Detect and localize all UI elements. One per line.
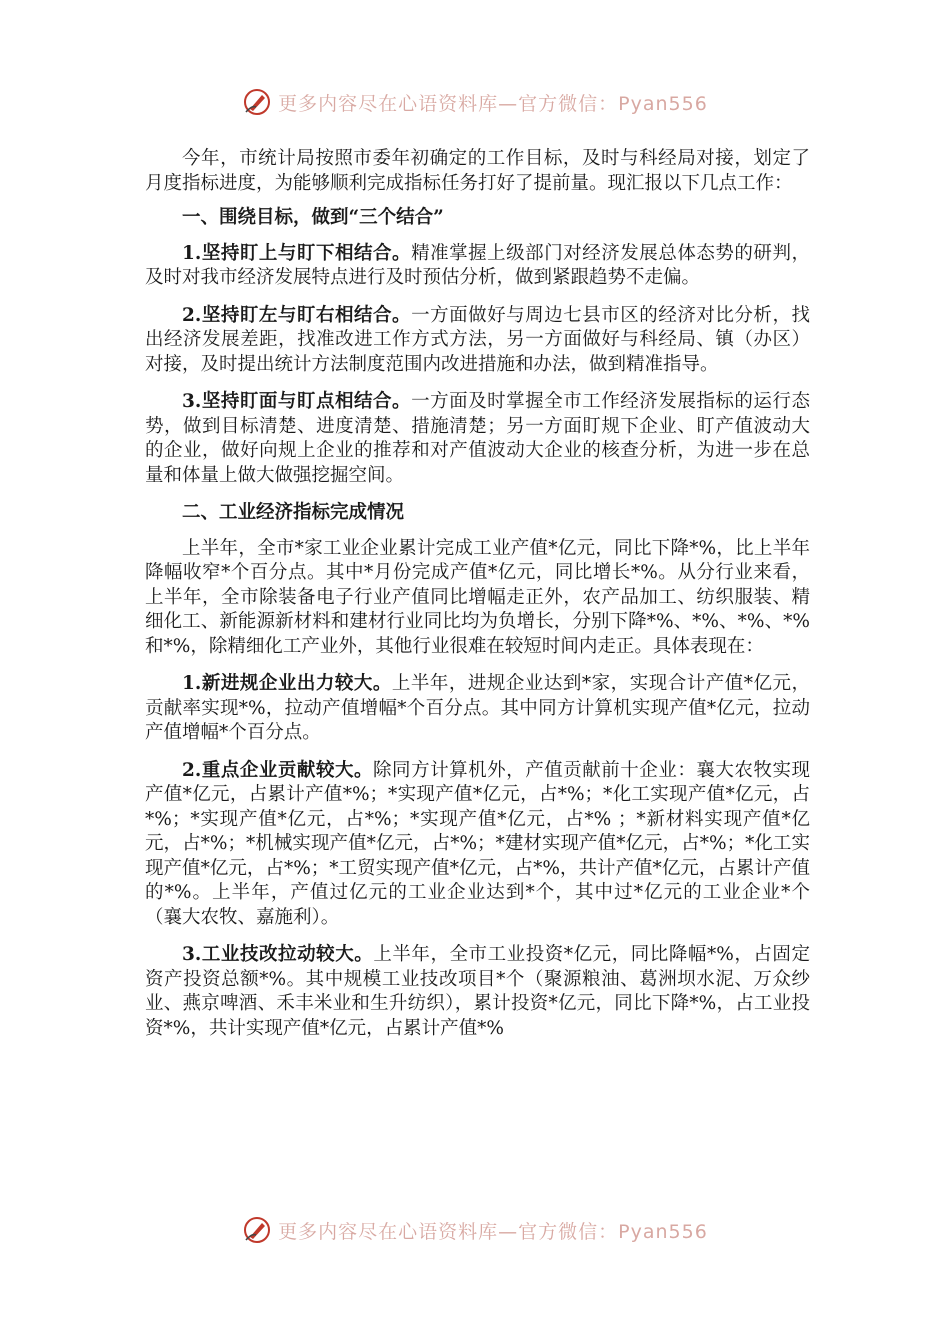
intro-paragraph: 今年，市统计局按照市委年初确定的工作目标，及时与科经局对接，划定了月度指标进度，为能够顺利完成指标任务打好了提前量。现汇报以下几点工作： [145, 148, 810, 194]
header-watermark-banner [0, 82, 950, 122]
item-text: 上半年，全市工业投资*亿元，同比降幅*%，占固定资产投资总额*%。其中规模工业技改项目*个（聚源粮油、葛洲坝水泥、万众纱业、燕京啤酒、禾丰米业和生升纺织），累计投资*亿元，同比下降*%，占工业投资*%，共计实现产值*亿元，占累计产值*% [145, 944, 810, 1039]
section-1-item-3 [145, 390, 810, 488]
footer-watermark-banner [0, 1210, 950, 1250]
item-text: 除同方计算机外，产值贡献前十企业：襄大农牧实现产值*亿元，占累计产值*%；*实现产值*亿元，占*%；*化工实现产值*亿元，占*%；*实现产值*亿元，占*%；*实现产值*亿元，占*% ；*新材料实现产值*亿元，占*%；*机械实现产值*亿元，占*%；*建材实现产值*亿元，占*%；*化工实现产值*亿元，占*%；*工贸实现产值*亿元，占*%，共计产值*亿元，占累计产值的*%。上半年，产值过亿元的工业企业达到*个，其中过*亿元的工业企业*个（襄大农牧、嘉施利）。 [145, 759, 810, 928]
item-lead: 1.坚持盯上与盯下相结合。 [182, 242, 412, 264]
pen-leaf-logo-icon [242, 1215, 272, 1245]
section-2-heading: 二、工业经济指标完成情况 [182, 502, 405, 523]
item-text: 精准掌握上级部门对经济发展总体态势的研判，及时对我市经济发展特点进行及时预估分析，做到紧跟趋势不走偏。 [145, 242, 810, 288]
item-lead: 2.重点企业贡献较大。 [182, 759, 374, 781]
item-text: 一方面及时掌握全市工作经济发展指标的运行态势，做到目标清楚、进度清楚、措施清楚；另一方面盯规下企业、盯产值波动大的企业，做好向规上企业的推荐和对产值波动大企业的核查分析，为进一步在总量和体量上做大做强挖掘空间。 [145, 391, 810, 486]
item-lead: 2.坚持盯左与盯右相结合。 [182, 304, 412, 326]
section-1-heading: 一、围绕目标，做到“三个结合” [182, 207, 444, 228]
watermark-text: 更多内容尽在心语资料库—官方微信：Pyan556 [278, 1220, 708, 1243]
document-body [145, 147, 810, 1054]
section-1-item-2 [145, 304, 810, 378]
section-2-item-3 [145, 943, 810, 1041]
item-lead: 1.新进规企业出力较大。 [182, 673, 392, 694]
section-1-item-1 [145, 242, 810, 291]
watermark-text: 更多内容尽在心语资料库—官方微信：Pyan556 [278, 92, 708, 115]
item-lead: 3.工业技改拉动较大。 [182, 944, 374, 965]
section-2-item-2 [145, 759, 810, 931]
item-lead: 3.坚持盯面与盯点相结合。 [182, 391, 412, 412]
pen-leaf-logo-icon [242, 87, 272, 117]
section-2-item-1 [145, 672, 810, 746]
section-2-summary: 上半年，全市*家工业企业累计完成工业产值*亿元，同比下降*%，比上半年降幅收窄*个百分点。其中*月份完成产值*亿元，同比增长*%。从分行业来看，上半年，全市除装备电子行业产值同比增幅走正外，农产品加工、纺织服装、精细化工、新能源新材料和建材行业同比均为负增长，分别下降*%、*%、*%、*%和*%，除精细化工产业外，其他行业很难在较短时间内走正。具体表现在： [145, 537, 810, 657]
item-text: 一方面做好与周边七县市区的经济对比分析，找出经济发展差距，找准改进工作方式方法，另一方面做好与科经局、镇（办区）对接，及时提出统计方法制度范围内改进措施和办法，做到精准指导。 [145, 304, 810, 375]
item-text: 上半年，进规企业达到*家，实现合计产值*亿元，贡献率实现*%，拉动产值增幅*个百分点。其中同方计算机实现产值*亿元，拉动产值增幅*个百分点。 [145, 673, 810, 743]
